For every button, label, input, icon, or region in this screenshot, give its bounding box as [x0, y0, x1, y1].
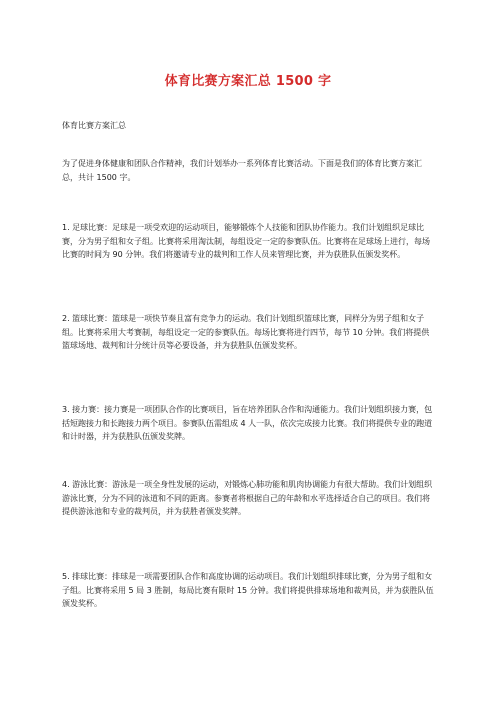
section-football: 1. 足球比赛：足球是一项受欢迎的运动项目，能够锻炼个人技能和团队协作能力。我们计划组织足球比赛，分为男子组和女子组。比赛将采用淘汰制，每组设定一定的参赛队伍。比赛将在足球场上进行，每场比赛的时间为 90 分钟。我们将邀请专业的裁判和工作人员来管理比赛，并为获胜队伍颁发奖杯。 [62, 223, 430, 259]
section-basketball: 2. 篮球比赛：篮球是一项快节奏且富有竞争力的运动。我们计划组织篮球比赛，同样分为男子组和女子组。比赛将采用大考赛制，每组设定一定的参赛队伍。每场比赛将进行四节，每节 10 分钟。我们将提供篮球场地、裁判和计分统计员等必要设备，并为获胜队伍颁发奖杯。 [62, 314, 430, 350]
intro-paragraph: 为了促进身体健康和团队合作精神，我们计划举办一系列体育比赛活动。下面是我们的体育比赛方案汇总，共计 1500 字。 [62, 159, 422, 182]
document-title: 体育比赛方案汇总 1500 字 [164, 74, 332, 89]
document-subtitle: 体育比赛方案汇总 [62, 121, 126, 130]
section-swimming: 4. 游泳比赛：游泳是一项全身性发展的运动，对锻炼心肺功能和肌肉协调能力有很大帮助。我们计划组织游泳比赛，分为不同的泳道和不同的距离。参赛者将根据自己的年龄和水平选择适合自己的项目。我们将提供游泳池和专业的裁判员，并为获胜者颁发奖牌。 [62, 480, 433, 516]
section-volleyball: 5. 排球比赛：排球是一项需要团队合作和高度协调的运动项目。我们计划组织排球比赛，分为男子组和女子组。比赛将采用 5 局 3 胜制，每局比赛有限时 15 分钟。我们将提供排球场地和裁判员，并为获胜队伍颁发奖杯。 [62, 572, 434, 608]
section-relay: 3. 接力赛：接力赛是一项团队合作的比赛项目，旨在培养团队合作和沟通能力。我们计划组织接力赛，包括短跑接力和长跑接力两个项目。参赛队伍需组成 4 人一队，依次完成接力比赛。我们将提供专业的跑道和计时器，并为获胜队伍颁发奖牌。 [62, 405, 433, 441]
